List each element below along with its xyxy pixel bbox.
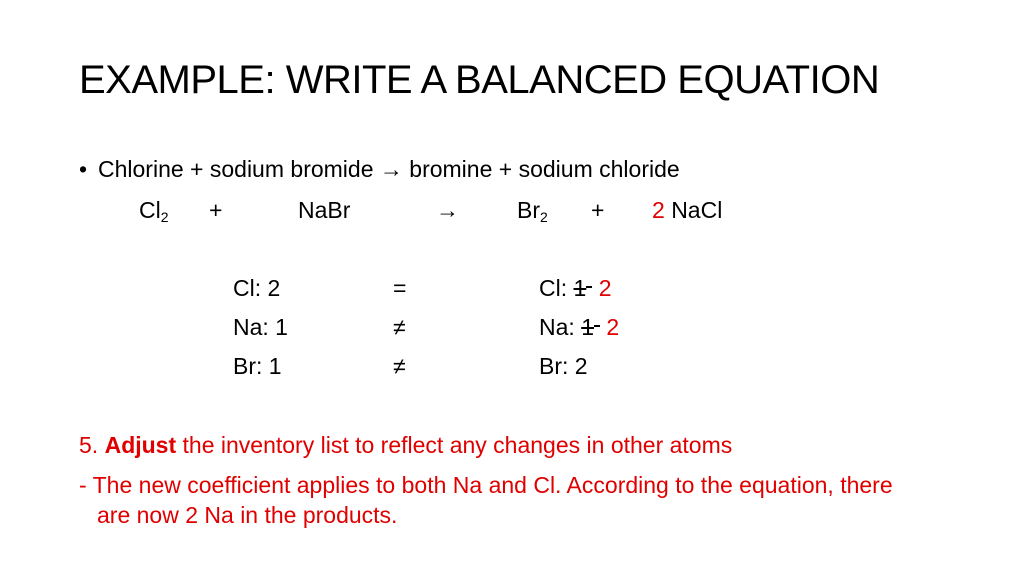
reactant-cl-symbol: Cl <box>139 197 161 223</box>
inventory-sign-br: ≠ <box>393 353 406 379</box>
word-equation-right: bromine + sodium chloride <box>409 156 680 182</box>
inventory-left-br: Br: 1 <box>233 353 282 379</box>
product-br2 <box>517 196 548 224</box>
inventory-right-na-old: 1 <box>581 314 594 340</box>
product-br-subscript: 2 <box>540 209 548 225</box>
product-nacl <box>652 196 722 224</box>
product-br-symbol: Br <box>517 197 540 223</box>
step-number: 5. <box>79 432 99 458</box>
inventory-right-na <box>539 313 619 341</box>
slide-title: EXAMPLE: WRITE A BALANCED EQUATION <box>79 58 880 102</box>
equation-arrow-icon: → <box>436 197 459 223</box>
reactant-nabr: NaBr <box>298 197 351 223</box>
inventory-right-cl-old: 1 <box>573 275 587 301</box>
inventory-right-na-label: Na: <box>539 314 575 340</box>
reaction-arrow-icon: → <box>379 156 403 182</box>
inventory-left-cl: Cl: 2 <box>233 275 281 301</box>
inventory-left-na: Na: 1 <box>233 314 288 340</box>
step-five <box>79 430 949 460</box>
plus-sign-2: + <box>591 197 605 223</box>
note-text: - The new coefficient applies to both Na and Cl. According to the equation, there are now 2 Na in the products. <box>79 472 893 528</box>
inventory-right-na-new: 2 <box>606 314 620 340</box>
inventory-right-cl <box>539 274 612 302</box>
reactant-cl-subscript: 2 <box>160 209 169 225</box>
inventory-right-br: Br: 2 <box>539 353 588 379</box>
plus-sign-1: + <box>209 197 223 223</box>
nacl-formula: NaCl <box>671 197 723 223</box>
inventory-right-cl-label: Cl: <box>539 275 568 301</box>
strike-mark <box>586 286 592 288</box>
nacl-coefficient: 2 <box>652 197 665 223</box>
bullet-marker: • <box>79 156 88 182</box>
word-equation <box>98 155 680 183</box>
reactant-cl2 <box>139 196 169 224</box>
inventory-right-cl-new: 2 <box>598 275 612 301</box>
word-equation-left: Chlorine + sodium bromide <box>98 156 374 182</box>
step-keyword: Adjust <box>104 432 177 458</box>
step-text: the inventory list to reflect any changes in other atoms <box>182 432 733 458</box>
inventory-sign-cl: = <box>393 275 407 301</box>
strike-mark <box>594 325 600 327</box>
inventory-sign-na: ≠ <box>393 314 406 340</box>
